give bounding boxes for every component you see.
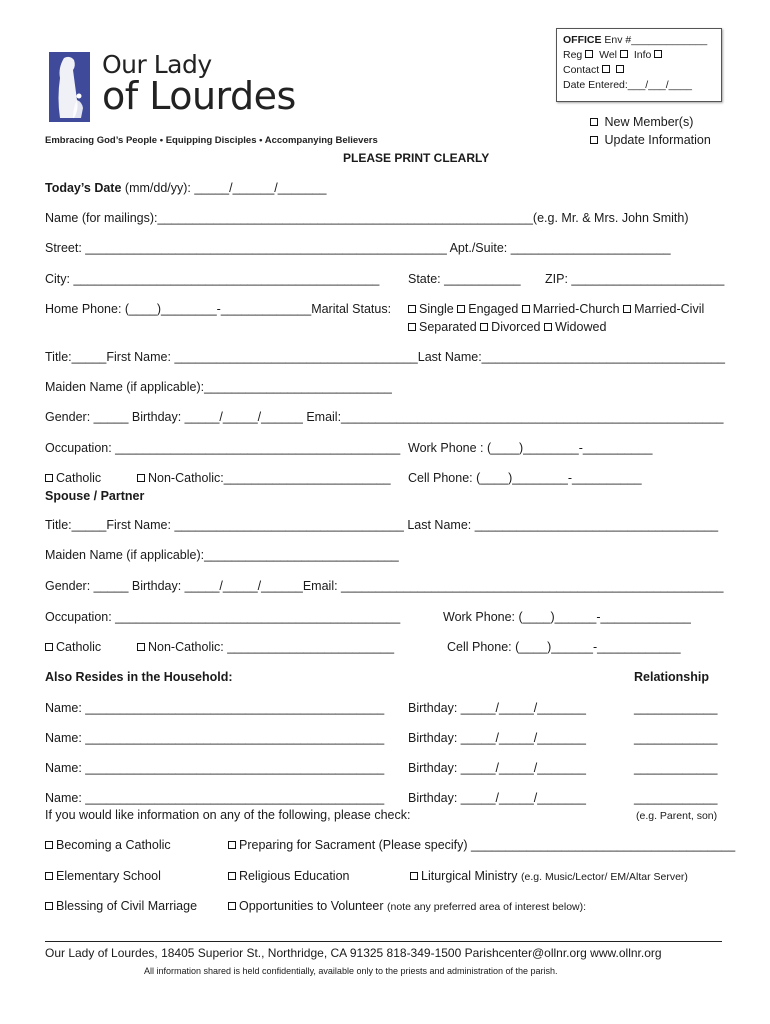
logo-text-our-lady: Our Lady [102,50,212,79]
marital-status-row-1: Single Engaged Married-Church Married-Civil [408,302,704,316]
household-relationship-field[interactable]: ____________ [634,701,718,715]
todays-date-field[interactable]: Today’s Date (mm/dd/yy): _____/______/_______ [45,181,327,195]
spouse-work-phone-field[interactable]: Work Phone: (____)______-_____________ [443,610,691,624]
tagline: Embracing God’s People • Equipping Disciples • Accompanying Believers [45,135,378,146]
becoming-catholic-checkbox[interactable] [45,841,53,849]
footer-address: Our Lady of Lourdes, 18405 Superior St., Northridge, CA 91325 818-349-1500 Parishcenter@ollnr.org www.ollnr.org [45,946,662,960]
office-reg-line: Reg Wel Info [563,48,715,63]
marital-status-row-2: Separated Divorced Widowed [408,320,606,334]
parish-logo-image [49,52,90,122]
new-members-option[interactable]: New Member(s) [590,115,693,129]
household-relationship-field[interactable]: ____________ [634,761,718,775]
update-info-option[interactable]: Update Information [590,133,711,147]
new-members-checkbox[interactable] [590,118,598,126]
work-phone-field[interactable]: Work Phone : (____)________-__________ [408,441,653,455]
office-use-box [556,28,722,102]
religious-education-checkbox[interactable] [228,872,236,880]
blessing-civil-marriage-option[interactable]: Blessing of Civil Marriage [45,899,197,913]
state-field[interactable]: State: ___________ [408,272,521,286]
home-phone-field[interactable]: Home Phone: (____)________-_____________Marital Status: [45,302,392,316]
liturgical-ministry-note: (e.g. Music/Lector/ EM/Altar Server) [521,871,688,883]
volunteer-checkbox[interactable] [228,902,236,910]
name-mailings-field[interactable]: Name (for mailings):______________________________________________________(e.g. Mr. & Mrs. John Smith) [45,211,689,225]
becoming-catholic-option[interactable]: Becoming a Catholic [45,838,171,852]
contact-checkbox-2[interactable] [616,65,624,73]
married-church-checkbox[interactable] [522,305,530,313]
reg-checkbox[interactable] [585,50,593,58]
preparing-sacrament-checkbox[interactable] [228,841,236,849]
religious-education-option[interactable]: Religious Education [228,869,350,883]
cell-phone-field[interactable]: Cell Phone: (____)________-__________ [408,471,642,485]
office-env-line: OFFICE Env #_____________ [563,34,708,46]
city-field[interactable]: City: ____________________________________________ [45,272,380,286]
household-birthday-field[interactable]: Birthday: _____/_____/_______ [408,761,586,775]
divorced-checkbox[interactable] [480,323,488,331]
household-relationship-field[interactable]: ____________ [634,731,718,745]
spouse-title-first-last-field[interactable]: Title:_____First Name: _________________________________ Last Name: ___________________________________ [45,518,719,532]
relationship-example: (e.g. Parent, son) [636,810,718,822]
household-name-field[interactable]: Name: ___________________________________________ [45,731,385,745]
catholic-checkbox[interactable] [45,474,53,482]
maiden-name-field[interactable]: Maiden Name (if applicable):___________________________ [45,380,392,394]
info-checkbox[interactable] [654,50,662,58]
household-birthday-field[interactable]: Birthday: _____/_____/_______ [408,701,586,715]
spouse-cell-phone-field[interactable]: Cell Phone: (____)______-____________ [447,640,681,654]
occupation-field[interactable]: Occupation: _________________________________________ [45,441,401,455]
spouse-partner-heading: Spouse / Partner [45,489,145,503]
separated-checkbox[interactable] [408,323,416,331]
elementary-school-option[interactable]: Elementary School [45,869,161,883]
wel-checkbox[interactable] [620,50,628,58]
engaged-checkbox[interactable] [457,305,465,313]
please-print-heading: PLEASE PRINT CLEARLY [343,151,490,165]
blessing-civil-marriage-checkbox[interactable] [45,902,53,910]
footer-divider [45,941,722,942]
footer-confidential-note: All information shared is held confidentially, available only to the priests and administration of the parish. [144,966,558,976]
household-heading: Also Resides in the Household: [45,670,233,684]
zip-field[interactable]: ZIP: ______________________ [545,272,725,286]
relationship-heading: Relationship [634,670,710,684]
spouse-non-catholic-option[interactable]: Non-Catholic: ________________________ [137,640,394,654]
non-catholic-option[interactable]: Non-Catholic:________________________ [137,471,391,485]
household-name-field[interactable]: Name: ___________________________________________ [45,791,385,805]
office-contact-line: Contact [563,63,715,78]
logo-text-of-lourdes: of Lourdes [102,74,296,118]
widowed-checkbox[interactable] [544,323,552,331]
household-name-field[interactable]: Name: ___________________________________________ [45,701,385,715]
household-birthday-field[interactable]: Birthday: _____/_____/_______ [408,791,586,805]
update-info-checkbox[interactable] [590,136,598,144]
volunteer-note: (note any preferred area of interest below): [387,901,587,913]
office-date-line: Date Entered:___/___/____ [563,79,693,91]
household-name-field[interactable]: Name: ___________________________________________ [45,761,385,775]
single-checkbox[interactable] [408,305,416,313]
married-civil-checkbox[interactable] [623,305,631,313]
info-intro: If you would like information on any of the following, please check: [45,808,411,822]
catholic-option[interactable]: Catholic [45,471,101,485]
preparing-sacrament-option[interactable]: Preparing for Sacrament (Please specify) ______________________________________ [228,838,735,852]
madonna-icon [49,52,90,122]
household-relationship-field[interactable]: ____________ [634,791,718,805]
spouse-catholic-checkbox[interactable] [45,643,53,651]
non-catholic-checkbox[interactable] [137,474,145,482]
spouse-catholic-option[interactable]: Catholic [45,640,101,654]
spouse-occupation-field[interactable]: Occupation: _________________________________________ [45,610,401,624]
liturgical-ministry-option[interactable]: Liturgical Ministry (e.g. Music/Lector/ EM/Altar Server) [410,869,688,883]
street-field[interactable]: Street: ____________________________________________________ Apt./Suite: _______________________ [45,241,671,255]
liturgical-ministry-checkbox[interactable] [410,872,418,880]
spouse-non-catholic-checkbox[interactable] [137,643,145,651]
title-first-last-field[interactable]: Title:_____First Name: ___________________________________Last Name:___________________________________ [45,350,725,364]
volunteer-option[interactable]: Opportunities to Volunteer (note any preferred area of interest below): [228,899,586,913]
spouse-maiden-name-field[interactable]: Maiden Name (if applicable):____________________________ [45,548,399,562]
household-birthday-field[interactable]: Birthday: _____/_____/_______ [408,731,586,745]
contact-checkbox-1[interactable] [602,65,610,73]
spouse-gender-birthday-email-field[interactable]: Gender: _____ Birthday: _____/_____/______Email: _______________________________________________________ [45,579,724,593]
elementary-school-checkbox[interactable] [45,872,53,880]
gender-birthday-email-field[interactable]: Gender: _____ Birthday: _____/_____/______ Email:_______________________________________________________ [45,410,724,424]
